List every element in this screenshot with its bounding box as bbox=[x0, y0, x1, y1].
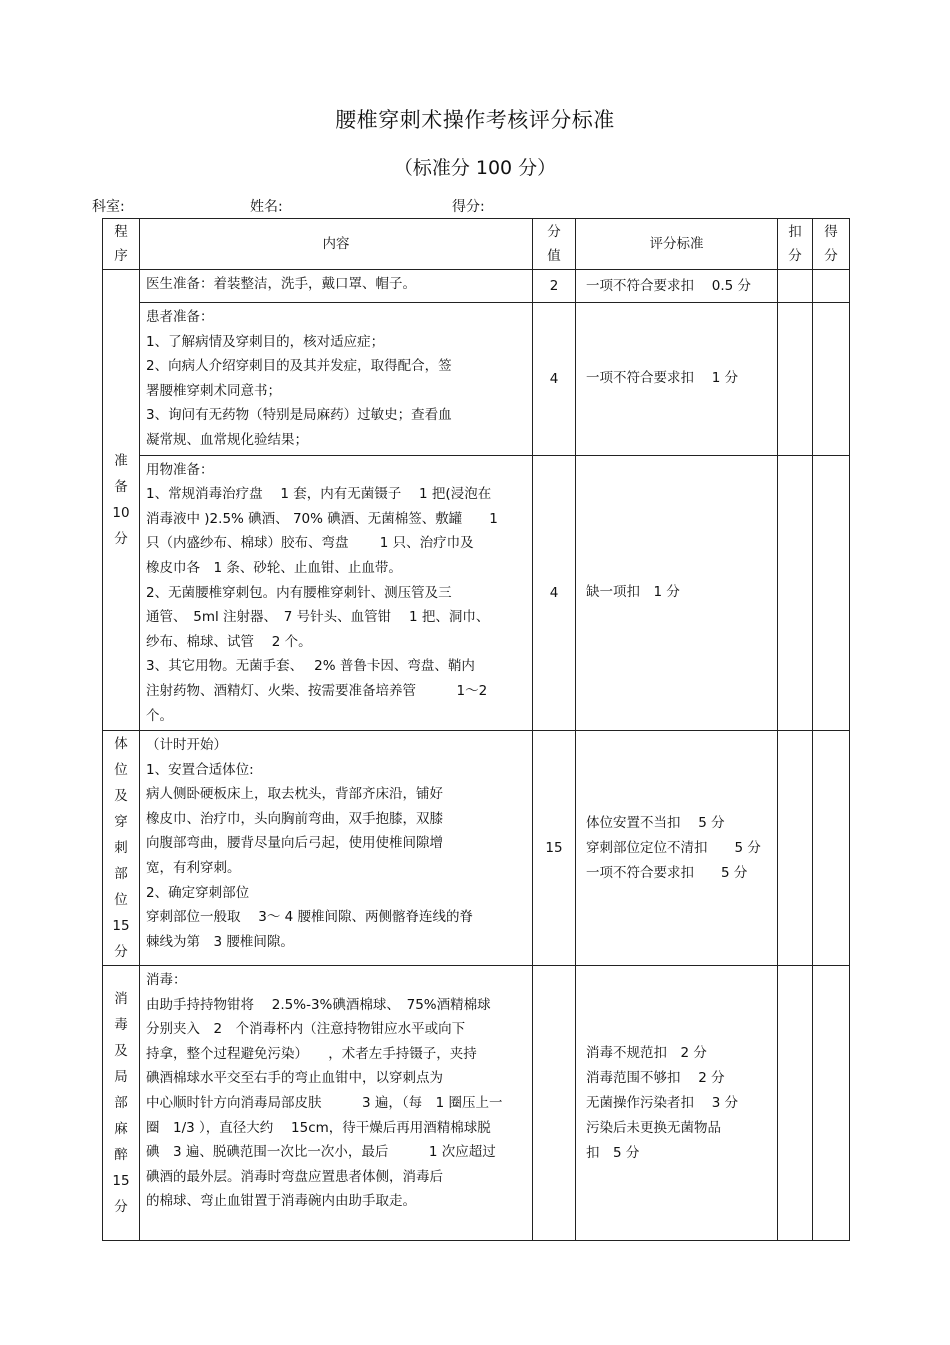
criteria-cell bbox=[576, 270, 778, 303]
header-row bbox=[103, 219, 850, 270]
content-line: 由助手持持物钳将 2.5%-3%碘酒棉球、 75%酒精棉球 bbox=[146, 996, 491, 1013]
category-char: 体 bbox=[114, 736, 128, 753]
category-char: 10 bbox=[112, 505, 130, 522]
content-line: 3、其它用物。无菌手套、 2% 普鲁卡因、弯盘、鞘内 bbox=[146, 658, 475, 675]
category-char: 刺 bbox=[114, 840, 128, 857]
got-cell[interactable] bbox=[813, 731, 850, 966]
criteria-line: 一项不符合要求扣 0.5 分 bbox=[586, 277, 752, 294]
deduct-cell[interactable] bbox=[778, 303, 813, 456]
points-cell: 4 bbox=[533, 455, 576, 731]
content-line: 的棉球、弯止血钳置于消毒碗内由助手取走。 bbox=[146, 1193, 416, 1210]
header-step: 程 序 bbox=[103, 219, 140, 270]
got-cell[interactable] bbox=[813, 455, 850, 731]
content-line: 用物准备： bbox=[146, 461, 214, 478]
content-line: 1、常规消毒治疗盘 1 套，内有无菌镊子 1 把(浸泡在 bbox=[146, 486, 492, 503]
content-line: （计时开始） bbox=[146, 737, 227, 754]
points-cell: 2 bbox=[533, 270, 576, 303]
content-line: 署腰椎穿刺术同意书； bbox=[146, 382, 281, 399]
header-deduct: 扣 分 bbox=[778, 219, 813, 270]
page-subtitle: （标准分 100 分） bbox=[393, 157, 557, 179]
criteria-cell bbox=[576, 455, 778, 731]
content-line: 碘酒棉球水平交至右手的弯止血钳中，以穿刺点为 bbox=[146, 1070, 443, 1087]
category-char: 麻 bbox=[114, 1121, 128, 1138]
content-line: 个。 bbox=[146, 707, 173, 724]
table-row bbox=[103, 966, 850, 1241]
criteria-line: 扣 5 分 bbox=[586, 1144, 640, 1161]
table-row bbox=[103, 455, 850, 731]
content-line: 碘酒的最外层。消毒时弯盘应置患者体侧，消毒后 bbox=[146, 1168, 443, 1185]
criteria-cell bbox=[576, 731, 778, 966]
content-line: 消毒液中 )2.5% 碘酒、 70% 碘酒、无菌棉签、敷罐 1 bbox=[146, 510, 498, 527]
content-line: 分别夹入 2 个消毒杯内（注意持物钳应水平或向下 bbox=[146, 1021, 466, 1038]
score-label: 得分: bbox=[452, 199, 485, 215]
content-line: 橡皮巾各 1 条、砂轮、止血钳、止血带。 bbox=[146, 559, 402, 576]
criteria-line: 一项不符合要求扣 5 分 bbox=[586, 864, 748, 881]
content-line: 碘 3 遍、脱碘范围一次比一次小，最后 1 次应超过 bbox=[146, 1144, 496, 1161]
points-cell bbox=[533, 966, 576, 1241]
criteria-line: 一项不符合要求扣 1 分 bbox=[586, 370, 739, 387]
content-line: 消毒： bbox=[146, 972, 187, 989]
criteria-cell bbox=[576, 303, 778, 456]
dept-label: 科室: bbox=[92, 199, 125, 215]
content-line: 1、了解病情及穿刺目的，核对适应症； bbox=[146, 333, 385, 350]
table-row bbox=[103, 303, 850, 456]
name-label: 姓名: bbox=[250, 199, 283, 215]
category-char: 位 bbox=[114, 892, 128, 909]
category-char: 15 bbox=[112, 1173, 130, 1190]
category-cell bbox=[103, 731, 140, 966]
page-title: 腰椎穿刺术操作考核评分标准 bbox=[335, 108, 615, 132]
header-criteria: 评分标准 bbox=[576, 219, 778, 270]
content-cell bbox=[140, 270, 533, 303]
category-cell bbox=[103, 270, 140, 731]
criteria-line: 无菌操作污染者扣 3 分 bbox=[586, 1094, 739, 1111]
category-char: 部 bbox=[114, 866, 128, 883]
header-got: 得 分 bbox=[813, 219, 850, 270]
content-cell bbox=[140, 966, 533, 1241]
category-char: 分 bbox=[114, 944, 128, 961]
table-row bbox=[103, 270, 850, 303]
content-line: 纱布、棉球、试管 2 个。 bbox=[146, 633, 312, 650]
category-char: 备 bbox=[114, 479, 128, 496]
header-content: 内容 bbox=[140, 219, 533, 270]
category-char: 醉 bbox=[114, 1147, 128, 1164]
category-char: 部 bbox=[114, 1095, 128, 1112]
category-char: 消 bbox=[114, 991, 128, 1008]
content-line: 通管、 5ml 注射器、 7 号针头、血管钳 1 把、洞巾、 bbox=[146, 609, 490, 626]
category-char: 及 bbox=[114, 788, 128, 805]
content-line: 持拿，整个过程避免污染） ，术者左手持镊子，夹持 bbox=[146, 1045, 477, 1062]
content-line: 患者准备： bbox=[146, 309, 214, 325]
content-line: 棘线为第 3 腰椎间隙。 bbox=[146, 933, 294, 950]
category-char: 准 bbox=[114, 453, 128, 470]
content-line: 凝常规、血常规化验结果； bbox=[146, 431, 308, 448]
header-points: 分 值 bbox=[533, 219, 576, 270]
content-line: 只（内盛纱布、棉球）胶布、弯盘 1 只、治疗巾及 bbox=[146, 535, 474, 552]
content-cell bbox=[140, 455, 533, 731]
category-char: 局 bbox=[114, 1069, 128, 1086]
category-char: 分 bbox=[114, 531, 128, 548]
category-char: 位 bbox=[114, 762, 128, 779]
content-line: 穿刺部位一般取 3～ 4 腰椎间隙、两侧髂脊连线的脊 bbox=[146, 909, 474, 926]
table-row bbox=[103, 731, 850, 966]
content-line: 医生准备：着装整洁，洗手，戴口罩、帽子。 bbox=[146, 276, 416, 292]
criteria-line: 消毒不规范扣 2 分 bbox=[586, 1044, 707, 1061]
criteria-line: 穿刺部位定位不清扣 5 分 bbox=[586, 839, 761, 856]
content-line: 中心顺时针方向消毒局部皮肤 3 遍，（每 1 圈压上一 bbox=[146, 1095, 503, 1112]
content-line: 2、确定穿刺部位 bbox=[146, 884, 250, 901]
criteria-line: 缺一项扣 1 分 bbox=[586, 584, 680, 601]
criteria-cell bbox=[576, 966, 778, 1241]
content-line: 2、向病人介绍穿刺目的及其并发症，取得配合，签 bbox=[146, 358, 452, 375]
content-cell bbox=[140, 303, 533, 456]
category-char: 分 bbox=[114, 1199, 128, 1216]
category-char: 穿 bbox=[114, 814, 128, 831]
content-line: 注射药物、酒精灯、火柴、按需要准备培养管 1～2 bbox=[146, 682, 488, 699]
category-char: 及 bbox=[114, 1043, 128, 1060]
points-cell: 4 bbox=[533, 303, 576, 456]
criteria-line: 污染后未更换无菌物品 bbox=[586, 1119, 721, 1136]
content-line: 病人侧卧硬板床上，取去枕头，背部齐床沿，铺好 bbox=[146, 786, 443, 803]
content-line: 向腹部弯曲，腰背尽量向后弓起，使用使椎间隙增 bbox=[146, 835, 443, 852]
content-line: 橡皮巾、治疗巾，头向胸前弯曲，双手抱膝，双膝 bbox=[146, 810, 443, 827]
criteria-line: 体位安置不当扣 5 分 bbox=[586, 814, 725, 831]
criteria-line: 消毒范围不够扣 2 分 bbox=[586, 1069, 725, 1086]
category-char: 15 bbox=[112, 918, 130, 935]
deduct-cell[interactable] bbox=[778, 270, 813, 303]
category-cell bbox=[103, 966, 140, 1241]
category-char: 毒 bbox=[114, 1017, 128, 1034]
got-cell[interactable] bbox=[813, 270, 850, 303]
deduct-cell[interactable] bbox=[778, 966, 813, 1241]
scoring-table bbox=[102, 218, 850, 1241]
content-line: 圈 1/3 ），直径大约 15cm，待干燥后再用酒精棉球脱 bbox=[146, 1119, 491, 1136]
deduct-cell[interactable] bbox=[778, 731, 813, 966]
content-line: 宽，有利穿刺。 bbox=[146, 860, 241, 877]
points-cell: 15 bbox=[533, 731, 576, 966]
got-cell[interactable] bbox=[813, 966, 850, 1241]
content-line: 1、安置合适体位: bbox=[146, 761, 254, 778]
content-cell bbox=[140, 731, 533, 966]
content-line: 2、无菌腰椎穿刺包。内有腰椎穿刺针、测压管及三 bbox=[146, 584, 452, 601]
content-line: 3、询问有无药物（特别是局麻药）过敏史；查看血 bbox=[146, 407, 452, 424]
got-cell[interactable] bbox=[813, 303, 850, 456]
deduct-cell[interactable] bbox=[778, 455, 813, 731]
